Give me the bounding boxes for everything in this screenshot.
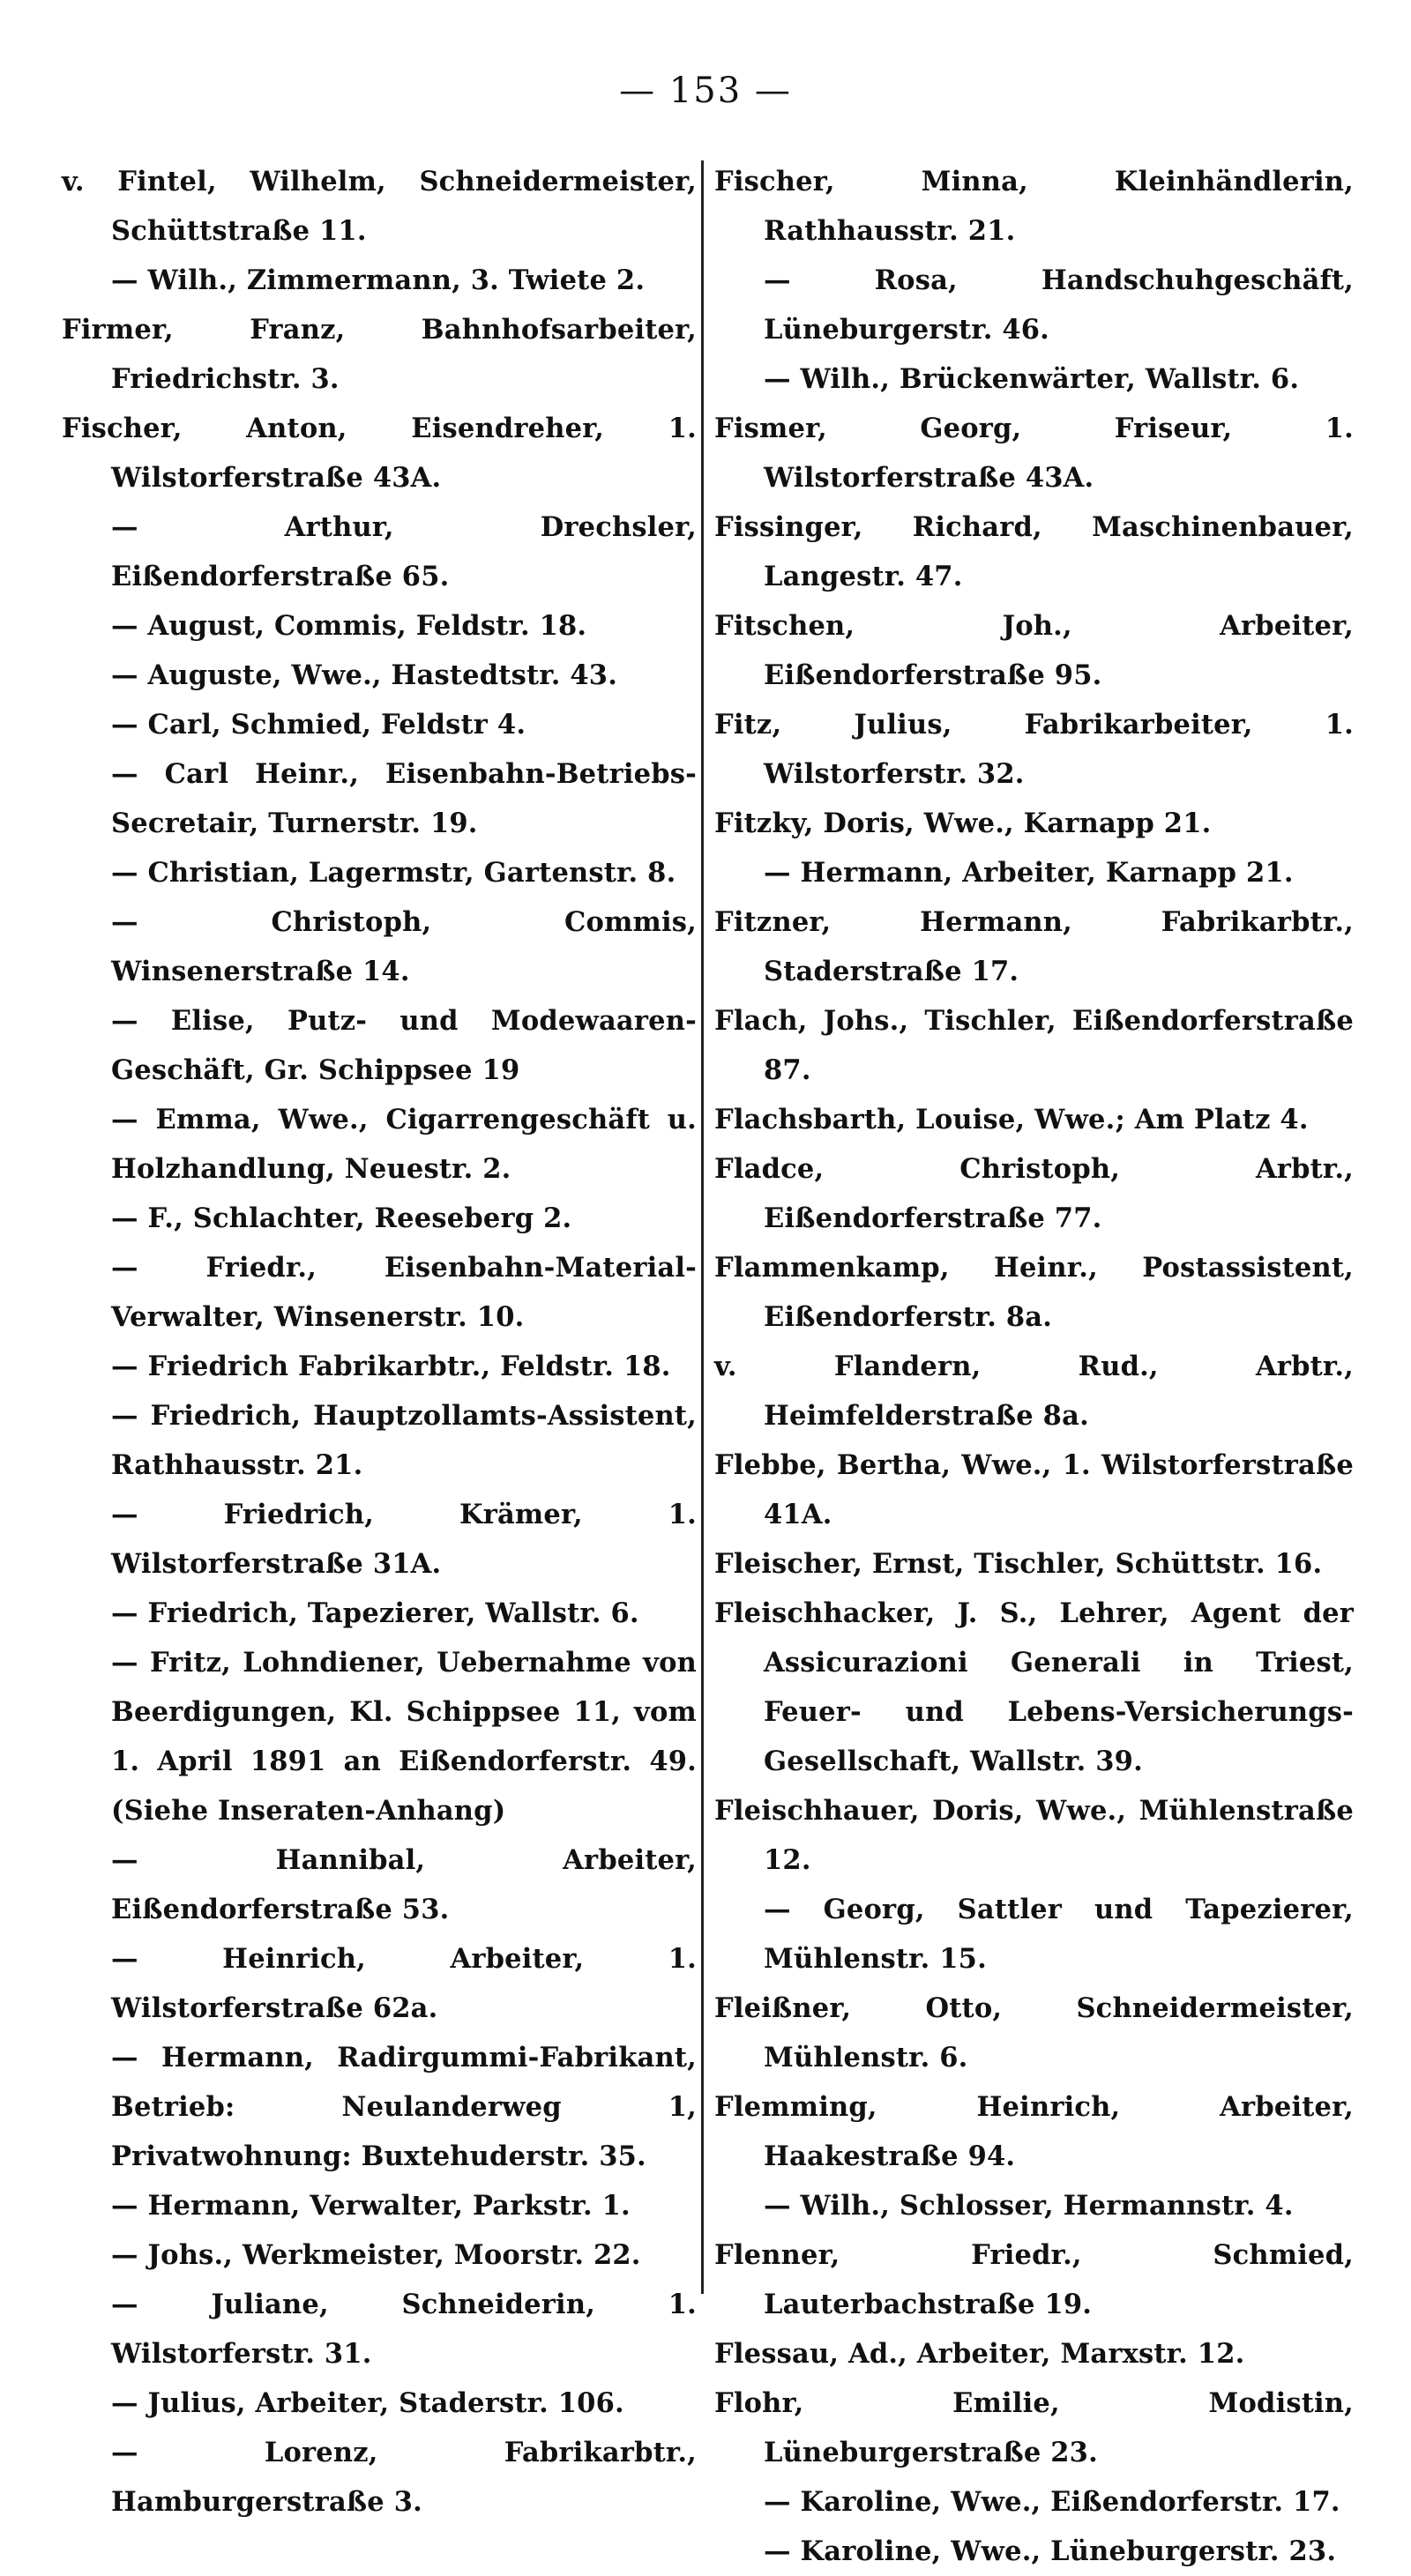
directory-entry: Fischer, Minna, Kleinhändlerin, Rathhausstr. 21.: [714, 166, 1354, 247]
directory-entry: Flessau, Ad., Arbeiter, Marxstr. 12.: [714, 2338, 1245, 2370]
directory-entry: Flammenkamp, Heinr., Postassistent, Eißendorferstr. 8a.: [714, 1252, 1354, 1333]
directory-entry: — Rosa, Handschuhgeschäft, Lüneburgerstr. 46.: [764, 264, 1354, 346]
left-column: [62, 157, 697, 2527]
directory-entry: v. Fintel, Wilhelm, Schneidermeister, Schüttstraße 11.: [62, 166, 697, 247]
directory-entry: — Karoline, Wwe., Lüneburgerstr. 23.: [764, 2535, 1337, 2567]
column-divider: [701, 160, 704, 2294]
directory-entry: Fismer, Georg, Friseur, 1. Wilstorferstraße 43A.: [714, 413, 1354, 494]
directory-entry: — Wilh., Brückenwärter, Wallstr. 6.: [764, 363, 1300, 395]
directory-entry: — Arthur, Drechsler, Eißendorferstraße 65.: [111, 511, 697, 592]
directory-entry: Fleischer, Ernst, Tischler, Schüttstr. 16.: [714, 1548, 1323, 1580]
directory-entry: — Georg, Sattler und Tapezierer, Mühlenstr. 15.: [764, 1894, 1354, 1975]
directory-entry: — Lorenz, Fabrikarbtr., Hamburgerstraße 3.: [111, 2437, 697, 2518]
directory-entry: — Johs., Werkmeister, Moorstr. 22.: [111, 2239, 641, 2271]
directory-entry: Flemming, Heinrich, Arbeiter, Haakestraße 94.: [714, 2091, 1354, 2172]
directory-entry: — Heinrich, Arbeiter, 1. Wilstorferstraße 62a.: [111, 1943, 697, 2024]
directory-entry: Fissinger, Richard, Maschinenbauer, Langestr. 47.: [714, 511, 1354, 592]
directory-entry: Flohr, Emilie, Modistin, Lüneburgerstraße 23.: [714, 2387, 1354, 2468]
directory-entry: Flenner, Friedr., Schmied, Lauterbachstraße 19.: [714, 2239, 1354, 2320]
directory-entry: Flach, Johs., Tischler, Eißendorferstraße 87.: [714, 1005, 1354, 1086]
directory-entry: — Friedrich Fabrikarbtr., Feldstr. 18.: [111, 1351, 671, 1382]
directory-entry: — Friedrich, Krämer, 1. Wilstorferstraße 31A.: [111, 1499, 697, 1580]
directory-entry: Fitz, Julius, Fabrikarbeiter, 1. Wilstorferstr. 32.: [714, 709, 1354, 790]
directory-entry: — Hannibal, Arbeiter, Eißendorferstraße 53.: [111, 1844, 697, 1925]
directory-entry: — Christian, Lagermstr, Gartenstr. 8.: [111, 857, 676, 889]
directory-entry: Flachsbarth, Louise, Wwe.; Am Platz 4.: [714, 1104, 1309, 1135]
directory-entry: — Karoline, Wwe., Eißendorferstr. 17.: [764, 2486, 1340, 2518]
directory-entry: — Friedrich, Hauptzollamts-Assistent, Rathhausstr. 21.: [111, 1400, 697, 1481]
directory-entry: — Carl Heinr., Eisenbahn-Betriebs-Secretair, Turnerstr. 19.: [111, 758, 697, 839]
directory-entry: Fladce, Christoph, Arbtr., Eißendorferstraße 77.: [714, 1153, 1354, 1234]
directory-entry: — F., Schlachter, Reeseberg 2.: [111, 1202, 572, 1234]
directory-entry: Firmer, Franz, Bahnhofsarbeiter, Friedrichstr. 3.: [62, 314, 697, 395]
directory-entry: — Carl, Schmied, Feldstr 4.: [111, 709, 526, 741]
directory-entry: — Christoph, Commis, Winsenerstraße 14.: [111, 906, 697, 987]
directory-entry: — Friedr., Eisenbahn-Material-Verwalter, Winsenerstr. 10.: [111, 1252, 697, 1333]
directory-entry: — Juliane, Schneiderin, 1. Wilstorferstr. 31.: [111, 2289, 697, 2370]
directory-entry: Fitzner, Hermann, Fabrikarbtr., Staderstraße 17.: [714, 906, 1354, 987]
directory-entry: — Wilh., Zimmermann, 3. Twiete 2.: [111, 264, 646, 296]
directory-entry: — Hermann, Verwalter, Parkstr. 1.: [111, 2190, 631, 2222]
directory-entry: — Wilh., Schlosser, Hermannstr. 4.: [764, 2190, 1294, 2222]
directory-entry: — Friedrich, Tapezierer, Wallstr. 6.: [111, 1597, 639, 1629]
directory-entry: Fitzky, Doris, Wwe., Karnapp 21.: [714, 808, 1212, 839]
directory-entry: — Elise, Putz- und Modewaaren-Geschäft, Gr. Schippsee 19: [111, 1005, 697, 1086]
directory-entry: v. Flandern, Rud., Arbtr., Heimfelderstraße 8a.: [714, 1351, 1354, 1432]
directory-entry: — Emma, Wwe., Cigarrengeschäft u. Holzhandlung, Neuestr. 2.: [111, 1104, 697, 1185]
directory-entry: — August, Commis, Feldstr. 18.: [111, 610, 587, 642]
directory-entry: — Auguste, Wwe., Hastedtstr. 43.: [111, 659, 618, 691]
directory-entry: — Fritz, Lohndiener, Uebernahme von Beerdigungen, Kl. Schippsee 11, vom 1. April 1891 an Eißendorferstr. 49. (Siehe Inseraten-Anhang): [111, 1647, 697, 1827]
right-column: [714, 157, 1354, 2576]
directory-entry: — Julius, Arbeiter, Staderstr. 106.: [111, 2387, 624, 2419]
directory-entry: Fleischhacker, J. S., Lehrer, Agent der Assicurazioni Generali in Triest, Feuer- und Lebens-Versicherungs-Gesellschaft, Wallstr. 39.: [714, 1597, 1354, 1777]
directory-entry: — Hermann, Arbeiter, Karnapp 21.: [764, 857, 1294, 889]
directory-entry: Fleischhauer, Doris, Wwe., Mühlenstraße 12.: [714, 1795, 1354, 1876]
directory-entry: Fitschen, Joh., Arbeiter, Eißendorferstraße 95.: [714, 610, 1354, 691]
directory-entry: Fischer, Anton, Eisendreher, 1. Wilstorferstraße 43A.: [62, 413, 697, 494]
page-number: — 153 —: [619, 71, 792, 111]
directory-entry: — Hermann, Radirgummi-Fabrikant, Betrieb: Neulanderweg 1, Privatwohnung: Buxtehuderstr. 35.: [111, 2042, 697, 2172]
directory-entry: Flebbe, Bertha, Wwe., 1. Wilstorferstraße 41A.: [714, 1449, 1354, 1530]
directory-entry: Fleißner, Otto, Schneidermeister, Mühlenstr. 6.: [714, 1992, 1354, 2073]
